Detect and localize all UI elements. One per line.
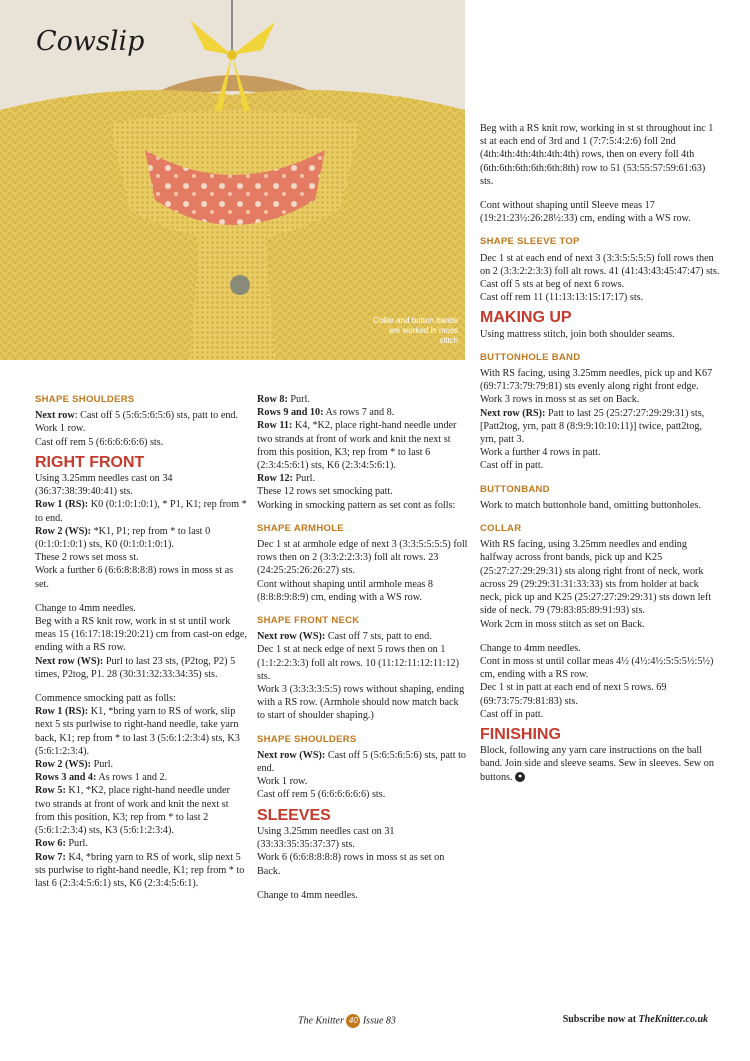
instruction: Row 2 (WS): Purl. xyxy=(35,759,114,771)
instruction: Rows 3 and 4: As rows 1 and 2. xyxy=(35,772,168,784)
instruction: Change to 4mm needles. xyxy=(35,602,136,614)
instruction: Row 7: K4, *bring yarn to RS of work, slip next 5 sts purlwise to right-hand needle, K1; rep from * to last 6 (2:3:4:5:6:1) sts, K6 (2:3:4:5:6:1). xyxy=(35,851,245,889)
instruction: Dec 1 st at each end of next 3 (3:3:5:5:5:5) foll rows then on 2 (3:3:2:2:3:3) foll alt rows. 41 (41:43:43:45:47:47) sts. xyxy=(480,252,720,277)
heading-shape-shoulders: SHAPE SHOULDERS xyxy=(257,733,357,745)
column-1 xyxy=(35,393,247,890)
instruction: Row 6: Purl. xyxy=(35,838,88,850)
instruction: Work 6 (6:6:8:8:8:8) rows in moss st as set on Back. xyxy=(257,852,445,877)
instruction: Row 2 (WS): *K1, P1; rep from * to last 0 (0:1:0:1:0:1) sts, K0 (0:1:0:1:0:1). xyxy=(35,525,211,551)
instruction: Row 1 (RS): K0 (0:1:0:1:0:1), * P1, K1; rep from * to end. xyxy=(35,499,247,524)
instruction: Cast off rem 11 (11:13:13:15:17:17) sts. xyxy=(480,292,644,304)
instruction: Row 12: Purl. xyxy=(257,473,316,485)
site-link[interactable]: TheKnitter.co.uk xyxy=(638,1014,708,1025)
instruction: Cast off 5 sts at beg of next 6 rows. xyxy=(480,279,625,291)
instruction: With RS facing, using 3.25mm needles, pick up and K67 (69:71:73:79:79:81) sts evenly along right front edge. xyxy=(480,368,713,393)
heading-collar: COLLAR xyxy=(480,523,522,535)
heading-right-front: RIGHT FRONT xyxy=(35,453,145,471)
end-mark-icon: ● xyxy=(515,772,525,782)
instruction: Next row (WS): Purl to last 23 sts, (P2tog, P2) 5 times, P2tog, P1. 28 (30:31:32:33:34:35) sts. xyxy=(35,655,236,680)
instruction: Work 3 rows in moss st as set on Back. xyxy=(480,394,640,406)
instruction: Rows 9 and 10: As rows 7 and 8. xyxy=(257,407,395,419)
instruction: Work 3 (3:3:3:3:5:5) rows without shaping, ending with a RS row. (Armhole should now match back to start of shoulder shaping.) xyxy=(257,684,465,722)
instruction: Commence smocking patt as folls: xyxy=(35,693,176,705)
heading-shape-front-neck: SHAPE FRONT NECK xyxy=(257,615,360,627)
instruction: Cont in moss st until collar meas 4½ (4½:4½:5:5:5½:5½) cm, ending with a RS row. xyxy=(480,655,714,681)
instruction: Working in smocking pattern as set cont as folls: xyxy=(257,499,456,511)
instruction: Dec 1 st in patt at each end of next 5 rows. 69 (69:73:75:79:81:83) sts. xyxy=(480,682,667,707)
instruction: Cont without shaping until armhole meas 8 (8:8:8:9:8:9) cm, ending with a WS row. xyxy=(257,578,433,603)
instruction: Using mattress stitch, join both shoulder seams. xyxy=(480,328,675,340)
instruction: These 2 rows set moss st. xyxy=(35,552,139,564)
instruction: Work a further 4 rows in patt. xyxy=(480,447,601,459)
instruction: Dec 1 st at neck edge of next 5 rows then on 1 (1:1:2:2:3:3) foll alt rows. 10 (11:12:11:12:11:12) sts. xyxy=(257,644,460,682)
heading-buttonband: BUTTONBAND xyxy=(480,483,550,495)
instruction: Change to 4mm needles. xyxy=(480,642,581,654)
instruction: Work 1 row. xyxy=(257,776,308,788)
column-3 xyxy=(480,122,720,784)
heading-shape-shoulders: SHAPE SHOULDERS xyxy=(35,394,135,405)
instruction: Row 8: Purl. xyxy=(257,394,310,405)
heading-shape-armhole: SHAPE ARMHOLE xyxy=(257,522,344,534)
instruction: Row 5: K1, *K2, place right-hand needle under two strands at front of work and knit the next st from this position, K3; rep from * to last 2 (5:6:1:2:3:4) sts, K3 (5:6:1:2:3:4). xyxy=(35,785,230,837)
instruction: Beg with a RS knit row, working in st st throughout inc 1 st at each end of 3rd and 1 (7:7:5:4:2:6) foll 2nd (4th:4th:4th:4th:4th:4th) rows, then on every foll 4th (6th:6th:6th:6th:6th:8th) row to 51 (53:55:57:59:61:63) sts. xyxy=(480,123,714,187)
instruction: Next row (WS): Cast off 7 sts, patt to end. xyxy=(257,631,432,643)
footer-magazine: The Knitter 40 Issue 83 xyxy=(298,1015,396,1027)
heading-sleeves: SLEEVES xyxy=(257,806,331,824)
heading-shape-sleeve-top: SHAPE SLEEVE TOP xyxy=(480,236,580,248)
instruction: Row 1 (RS): K1, *bring yarn to RS of work, slip next 5 sts purlwise to right-hand needle, take yarn back, K1; rep from * to last 3 (5:6:1:2:3:4) sts, K3 (5:6:1:2:3:4). xyxy=(35,706,240,757)
instruction: Cont without shaping until Sleeve meas 17 (19:21:23½:26:28½:33) cm, ending with a WS row. xyxy=(480,200,691,225)
instruction: With RS facing, using 3.25mm needles and ending halfway across front bands, pick up and K25 (25:27:27:29:29:31) sts along right front of neck, work across 29 (29:29:31:31:33:33) sts from holder at back neck, pick up and K25 (25:27:27:29:29:31) sts down left side of neck. 79 (79:83:85:89:91:93) sts. xyxy=(480,539,712,617)
instruction: Work to match buttonhole band, omitting buttonholes. xyxy=(480,499,702,511)
instruction: Cast off rem 5 (6:6:6:6:6:6) sts. xyxy=(257,789,386,801)
instruction: Next row (RS): Patt to last 25 (25:27:27:29:29:31) sts, [Patt2tog, yrn, patt 8 (8:9:9:10:10:11)] twice, patt2tog, yrn, patt 3. xyxy=(480,407,705,446)
heading-buttonhole-band: BUTTONHOLE BAND xyxy=(480,351,581,363)
heading-finishing: FINISHING xyxy=(480,725,561,743)
instruction: Block, following any yarn care instructions on the ball band. Join side and sleeve seams. Sew in sleeves. Sew on buttons. ● xyxy=(480,745,714,783)
instruction: Next row (WS): Cast off 5 (5:6:5:6:5:6) sts, patt to end. xyxy=(257,749,467,775)
instruction: Work a further 6 (6:6:8:8:8:8) rows in moss st as set. xyxy=(35,565,234,590)
instruction: Work 2cm in moss stitch as set on Back. xyxy=(480,618,645,630)
instruction: Cast off rem 5 (6:6:6:6:6:6) sts. xyxy=(35,436,164,448)
pattern-title: Cowslip xyxy=(36,26,145,57)
instruction: Dec 1 st at armhole edge of next 3 (3:3:5:5:5:5) foll rows then on 2 (3:3:2:2:3:3) foll alt rows. 23 (24:25:25:26:26:27) sts. xyxy=(257,539,468,577)
instruction: Work 1 row. xyxy=(35,423,86,435)
instruction: Beg with a RS knit row, work in st st until work meas 15 (16:17:18:19:20:21) cm from cast-on edge, ending with a RS row. xyxy=(35,616,247,654)
column-2 xyxy=(257,393,469,902)
heading-making-up: MAKING UP xyxy=(480,309,572,327)
instruction: Cast off in patt. xyxy=(480,460,544,472)
instruction: Next row: Cast off 5 (5:6:5:6:5:6) sts, patt to end. xyxy=(35,410,239,422)
instruction: Cast off in patt. xyxy=(480,708,544,720)
instruction: These 12 rows set smocking patt. xyxy=(257,486,393,498)
photo-caption: Collar and button bands are worked in moss stitch xyxy=(373,316,458,345)
cardigan-photo xyxy=(0,0,465,360)
instruction: Change to 4mm needles. xyxy=(257,889,358,901)
footer-subscribe: Subscribe now at TheKnitter.co.uk xyxy=(562,1014,708,1025)
instruction: Row 11: K4, *K2, place right-hand needle under two strands at front of work and knit the next st from this position, K3; rep from * to last 6 (2:3:4:5:6:1) sts, K6 (2:3:4:5:6:1). xyxy=(257,420,457,472)
page-number-badge: 40 xyxy=(346,1014,360,1028)
instruction: Using 3.25mm needles cast on 34 (36:37:38:39:40:41) sts. xyxy=(35,473,173,498)
instruction: Using 3.25mm needles cast on 31 (33:33:35:35:37:37) sts. xyxy=(257,825,395,851)
